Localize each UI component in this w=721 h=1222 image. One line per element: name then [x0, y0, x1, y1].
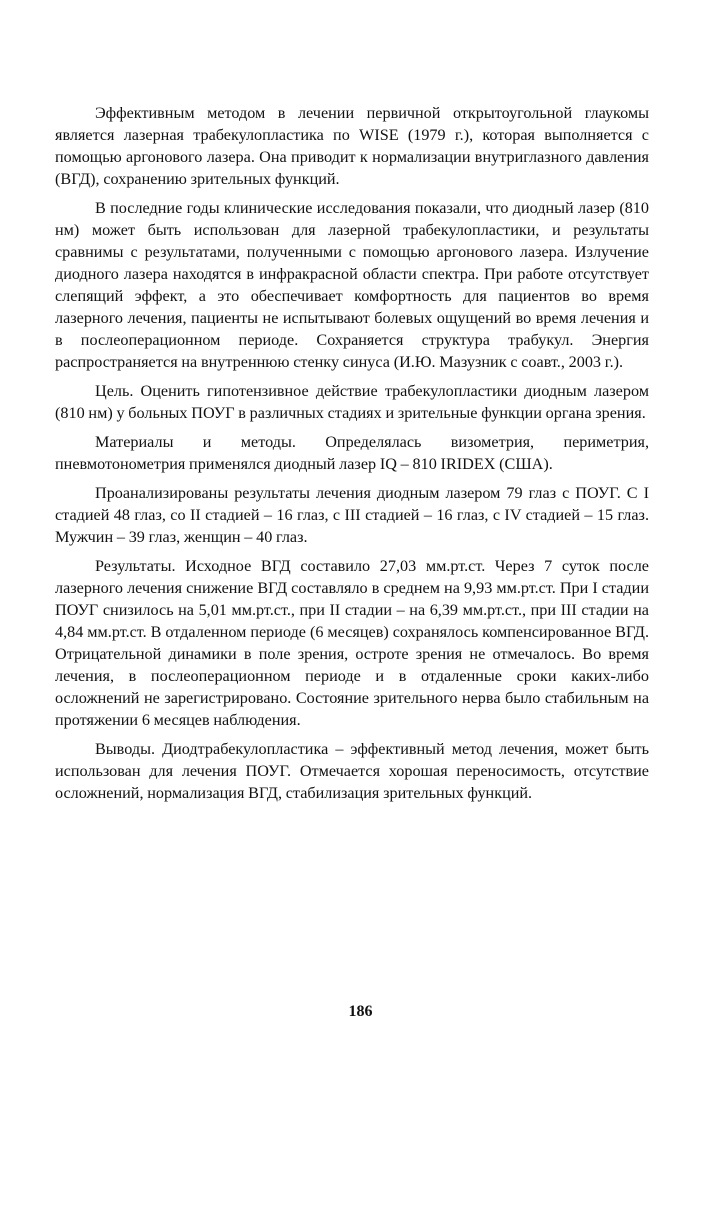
paragraph-goal: Цель. Оценить гипотензивное действие трабекулопластики диодным лазером (810 нм) у больных ПОУГ в различных стадиях и зрительные функции органа зрения. — [55, 382, 649, 422]
paragraph-sample: Проанализированы результаты лечения диодным лазером 79 глаз с ПОУГ. С I стадией 48 глаз, со II стадией – 16 глаз, с III стадией – 16 глаз, с IV стадией – 15 глаз. Мужчин – 39 глаз, женщин – 40 глаз. — [55, 484, 649, 546]
paragraph-conclusions: Выводы. Диодтрабекулопластика – эффективный метод лечения, может быть использован для лечения ПОУГ. Отмечается хорошая переносимость, отсутствие осложнений, нормализация ВГД, стабилизация зрительных функций. — [55, 740, 649, 802]
paragraph-intro: Эффективным методом в лечении первичной открытоугольной глаукомы является лазерная трабекулопластика по WISE (1979 г.), которая выполняется с помощью аргонового лазера. Она приводит к нормализации внутриглазного давления (ВГД), сохранению зрительных функций. — [55, 104, 649, 188]
paragraph-methods: Материалы и методы. Определялась визометрия, периметрия, пневмотонометрия применялся диодный лазер IQ – 810 IRIDEX (США). — [55, 433, 649, 473]
body-text — [55, 102, 649, 811]
paragraph-results: Результаты. Исходное ВГД составило 27,03 мм.рт.ст. Через 7 суток после лазерного лечения снижение ВГД составляло в среднем на 9,93 мм.рт.ст. При I стадии ПОУГ снизилось на 5,01 мм.рт.ст., при II стадии – на 6,39 мм.рт.ст., при III стадии на 4,84 мм.рт.ст. В отдаленном периоде (6 месяцев) сохранялось компенсированное ВГД. Отрицательной динамики в поле зрения, остроте зрения не отмечалось. Во время лечения, в послеоперационном периоде и в отдаленные сроки каких-либо осложнений не зарегистрировано. Состояние зрительного нерва было стабильным на протяжении 6 месяцев наблюдения. — [55, 557, 649, 729]
paragraph-background: В последние годы клинические исследования показали, что диодный лазер (810 нм) может быть использован для лазерной трабекулопластики, и результаты сравнимы с результатами, полученными с помощью аргонового лазера. Излучение диодного лазера находятся в инфракрасной области спектра. При работе отсутствует слепящий эффект, а это обеспечивает комфортность для пациентов во время лазерного лечения, пациенты не испытывают болевых ощущений во время лечения и в послеоперационном периоде. Сохраняется структура трабукул. Энергия распространяется на внутреннюю стенку синуса (И.Ю. Мазузник с соавт., 2003 г.). — [55, 199, 649, 371]
page-number: 186 — [348, 1003, 373, 1020]
